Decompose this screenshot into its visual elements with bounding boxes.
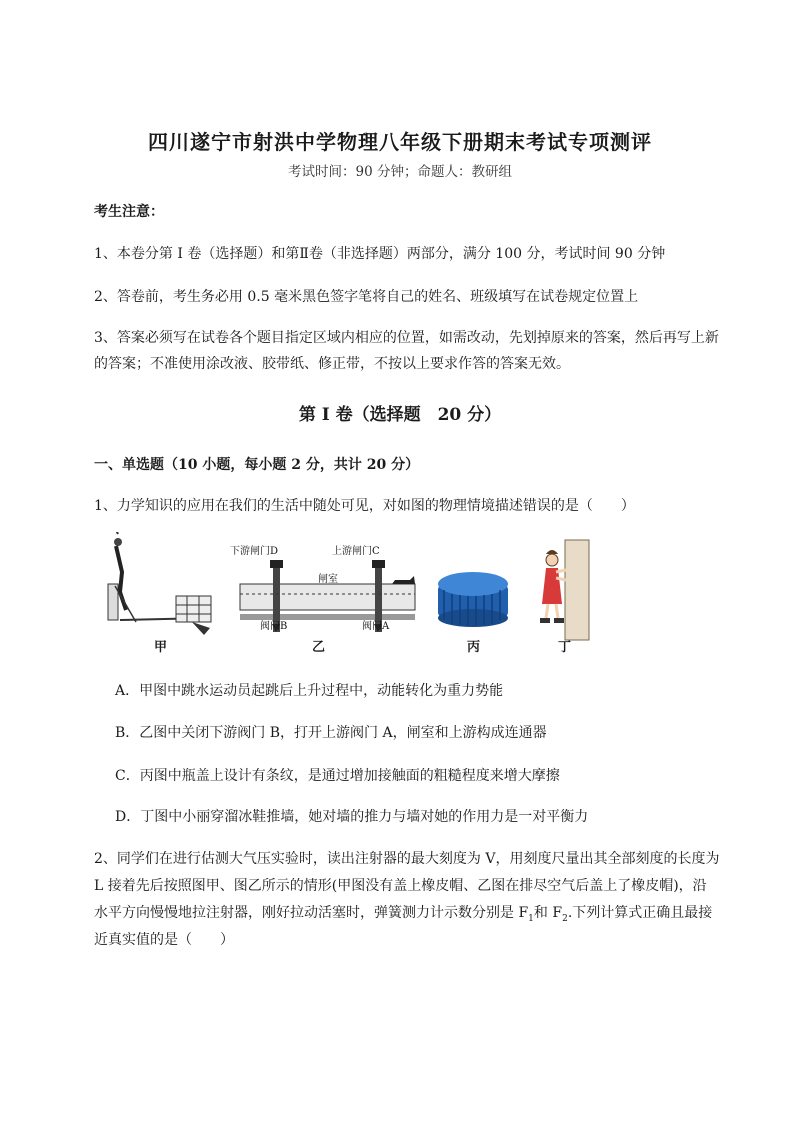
figure-label-yi: 乙 <box>312 640 326 655</box>
part-heading: 一、单选题（10 小题，每小题 2 分，共计 20 分） <box>94 457 420 473</box>
notice-item-continued: 的答案；不准使用涂改液、胶带纸、修正带，不按以上要求作答的答案无效。 <box>94 356 570 372</box>
page-title: 四川遂宁市射洪中学物理八年级下册期末考试专项测评 <box>148 130 652 154</box>
notice-heading: 考生注意： <box>94 204 164 220</box>
label-chamber: 闸室 <box>318 574 338 585</box>
question-2-line: L 接着先后按照图甲、图乙所示的情形(甲图没有盖上橡皮帽、乙图在排尽空气后盖上了橡皮帽)，沿 <box>94 878 707 894</box>
label-valve-a: 阀门A <box>362 621 390 632</box>
question-2-text: 和 F <box>533 905 563 921</box>
question-1-figure <box>100 532 610 657</box>
figure-label-ding: 丁 <box>558 640 572 655</box>
option-b[interactable]: B．乙图中关闭下游阀门 B，打开上游阀门 A，闸室和上游构成连通器 <box>115 725 547 741</box>
figure-label-jia: 甲 <box>154 640 168 655</box>
diver-illustration <box>108 532 211 635</box>
option-a[interactable]: A．甲图中跳水运动员起跳后上升过程中，动能转化为重力势能 <box>115 683 504 699</box>
option-c[interactable]: C．丙图中瓶盖上设计有条纹，是通过增加接触面的粗糙程度来增大摩擦 <box>115 768 560 784</box>
question-2-text: 水平方向慢慢地拉注射器，刚好拉动活塞时，弹簧测力计示数分别是 F <box>94 905 529 921</box>
f1-subscript: 1 <box>528 913 534 924</box>
notice-item: 1、本卷分第 I 卷（选择题）和第Ⅱ卷（非选择题）两部分，满分 100 分，考试时间 90 分钟 <box>94 246 666 262</box>
exam-info: 考试时间：90 分钟；命题人：教研组 <box>288 164 512 180</box>
section-title: 第 I 卷（选择题 20 分） <box>298 405 502 425</box>
notice-item: 2、答卷前，考生务必用 0.5 毫米黑色签字笔将自己的姓名、班级填写在试卷规定位置上 <box>94 289 639 305</box>
label-upstream-gate: 上游闸门C <box>332 546 380 557</box>
question-2-line: 近真实值的是（ ） <box>94 932 234 948</box>
option-d[interactable]: D．丁图中小丽穿溜冰鞋推墙，她对墙的推力与墙对她的作用力是一对平衡力 <box>115 809 589 825</box>
ship-lock-illustration <box>230 544 415 632</box>
f2-subscript: 2 <box>562 913 568 924</box>
label-valve-b: 阀门B <box>260 621 288 632</box>
notice-item: 3、答案必须写在试卷各个题目指定区域内相应的位置，如需改动，先划掉原来的答案，然后再写上新 <box>94 330 719 346</box>
bottle-cap-illustration <box>438 572 508 627</box>
question-1-stem: 1、力学知识的应用在我们的生活中随处可见，对如图的物理情境描述错误的是（ ） <box>94 498 635 514</box>
question-2-line: 2、同学们在进行估测大气压实验时，读出注射器的最大刻度为 V，用刻度尺量出其全部刻度的长度为 <box>94 851 720 867</box>
question-2-text: .下列计算式正确且最接 <box>567 905 713 921</box>
label-downstream-gate: 下游闸门D <box>230 546 279 557</box>
figure-label-bing: 丙 <box>467 640 481 655</box>
girl-pushing-wall-illustration <box>540 540 589 640</box>
